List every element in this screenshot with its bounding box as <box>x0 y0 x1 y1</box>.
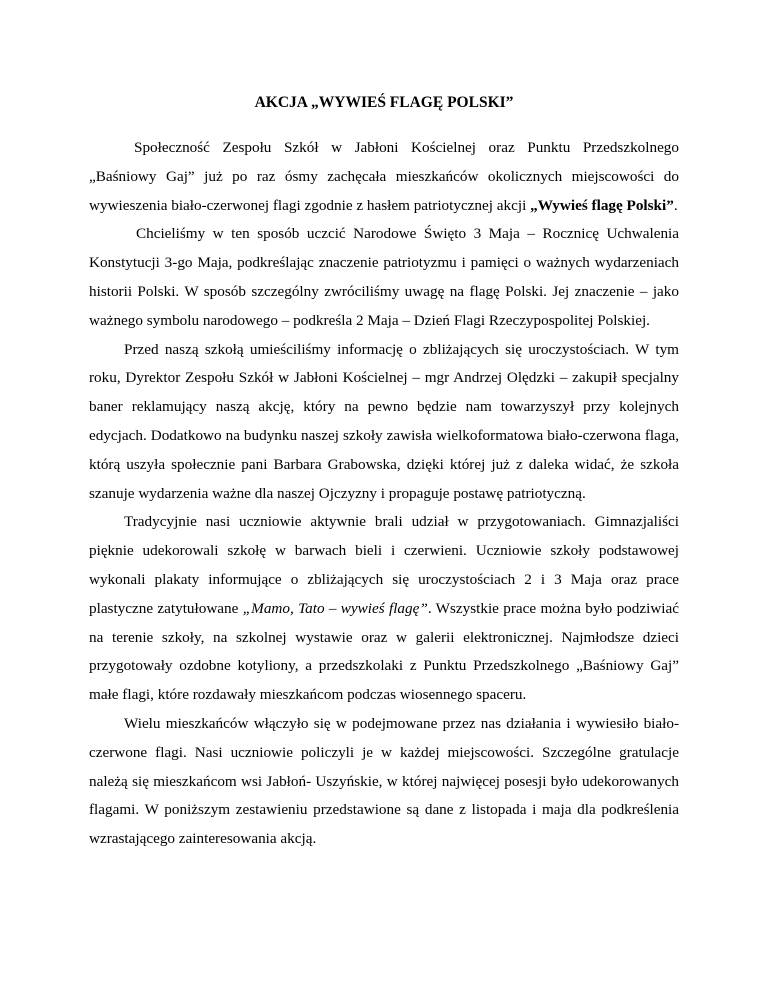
paragraph-4 <box>89 508 679 710</box>
campaign-slogan: „Wywieś flagę Polski” <box>530 196 674 214</box>
document-title: AKCJA „WYWIEŚ FLAGĘ POLSKI” <box>254 94 514 111</box>
paragraph-2: Chcieliśmy w ten sposób uczcić Narodowe Święto 3 Maja – Rocznicę Uchwalenia Konstytucji 3-go Maja, podkreślając znaczenie patriotyzmu i pamięci o ważnych wydarzeniach historii Polski. W sposób szczególny zwróciliśmy uwagę na flagę Polski. Jej znaczenie – jako ważnego symbolu narodowego – podkreśla 2 Maja – Dzień Flagi Rzeczypospolitej Polskiej. <box>89 225 679 329</box>
paragraph-4-text: Tradycyjnie nasi uczniowie aktywnie brali udział w przygotowaniach. Gimnazjaliści pięknie udekorowali szkołę w barwach bieli i czerwieni. Uczniowie szkoły podstawowej wykonali plakaty informujące o zbliżających się uroczystościach 2 i 3 Maja oraz prace plastyczne zatytułowane <box>89 513 679 617</box>
artwork-title: „Mamo, Tato – wywieś flagę” <box>242 599 428 617</box>
paragraph-1 <box>89 134 679 220</box>
paragraph-1-text: Społeczność Zespołu Szkół w Jabłoni Kościelnej oraz Punktu Przedszkolnego „Baśniowy Gaj” już po raz ósmy zachęcała mieszkańców okolicznych miejscowości do wywieszenia biało-czerwonej flagi zgodnie z hasłem patriotycznej akcji <box>89 139 679 214</box>
paragraph-5: Wielu mieszkańców włączyło się w podejmowane przez nas działania i wywiesiło biało-czerwone flagi. Nasi uczniowie policzyli je w każdej miejscowości. Szczególne gratulacje należą się mieszkańcom wsi Jabłoń- Uszyńskie, w której najwięcej posesji było udekorowanych flagami. W poniższym zestawieniu przedstawione są dane z listopada i maja dla podkreślenia wzrastającego zainteresowania akcją. <box>89 714 679 848</box>
paragraph-1-end: . <box>673 196 678 214</box>
document-body <box>89 134 679 854</box>
paragraph-3: Przed naszą szkołą umieściliśmy informację o zbliżających się uroczystościach. W tym roku, Dyrektor Zespołu Szkół w Jabłoni Kościelnej – mgr Andrzej Olędzki – zakupił specjalny baner reklamujący naszą akcję, który na pewno będzie nam towarzyszył przy kolejnych edycjach. Dodatkowo na budynku naszej szkoły zawisła wielkoformatowa biało-czerwona flaga, którą uszyła społecznie pani Barbara Grabowska, dzięki której już z daleka widać, że szkoła szanuje wydarzenia ważne dla naszej Ojczyzny i propaguje postawę patriotyczną. <box>89 340 679 502</box>
paragraph-4-end: . Wszystkie prace można było podziwiać na terenie szkoły, na szkolnej wystawie oraz w galerii elektronicznej. Najmłodsze dzieci przygotowały ozdobne kotyliony, a przedszkolaki z Punktu Przedszkolnego „Baśniowy Gaj” małe flagi, które rozdawały mieszkańcom podczas wiosennego spaceru. <box>89 599 679 704</box>
